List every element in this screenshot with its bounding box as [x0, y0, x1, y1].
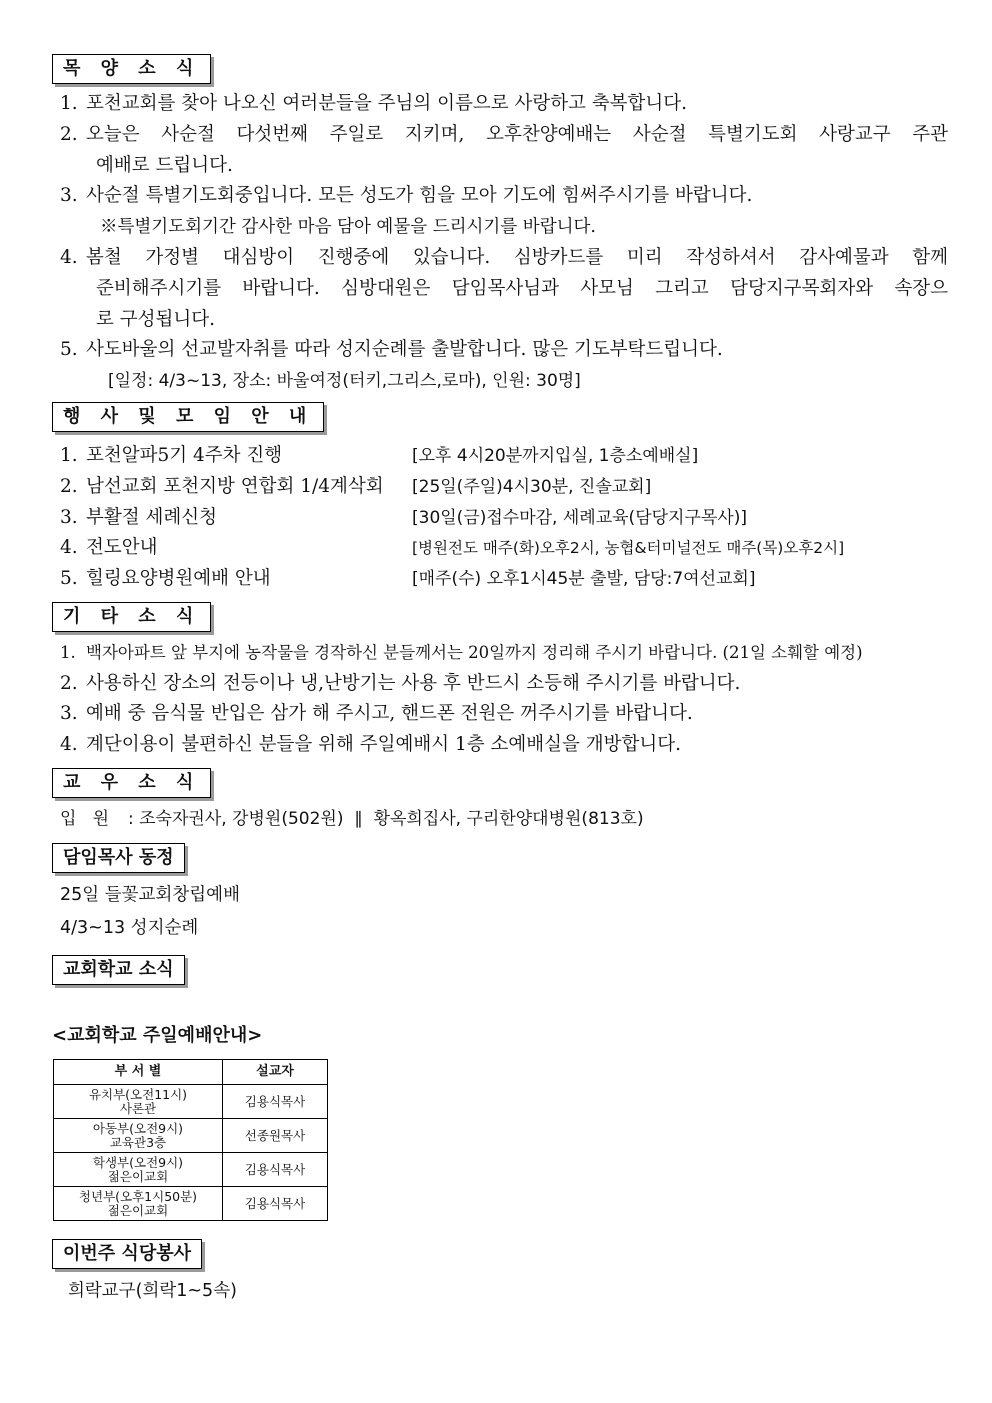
pastoral-item-4-line2: 준비해주시기를 바랍니다. 심방대원은 담임목사님과 사모님 그리고 담당지구목회자와 속장으: [96, 278, 948, 299]
table-header-row: [54, 1060, 328, 1085]
other-item-3: 3. 예배 중 음식물 반입은 삼가 해 주시고, 핸드폰 전원은 꺼주시기를 바랍니다.: [60, 703, 693, 724]
preacher-cell: 김용식목사: [223, 1187, 328, 1221]
pastoral-item-3: 3. 사순절 특별기도회중입니다. 모든 성도가 힘을 모아 기도에 힘써주시기를 바랍니다.: [60, 185, 753, 206]
dept-cell: 학생부(오전9시) 젊은이교회: [54, 1153, 223, 1187]
table-row: [54, 1187, 328, 1221]
dept-cell: 유치부(오전11시) 사론관: [54, 1085, 223, 1119]
member-news-label: 입 원: [60, 809, 110, 829]
section-header-pastor-schedule: 담임목사 동정: [52, 843, 185, 873]
preacher-cell: 김용식목사: [223, 1153, 328, 1187]
pastoral-item-5: 5. 사도바울의 선교발자취를 따라 성지순례를 출발합니다. 많은 기도부탁드립니다.: [60, 339, 723, 360]
table-row: [54, 1153, 328, 1187]
pastoral-item-2-line2: 예배로 드립니다.: [96, 155, 233, 176]
other-item-1: 1. 백자아파트 앞 부지에 농작물을 경작하신 분들께서는 20일까지 정리해 주시기 바랍니다. (21일 소훼할 예정): [60, 643, 863, 662]
event-item-1: 1. 포천알파5기 4주차 진행: [60, 445, 283, 466]
event-item-3: 3. 부활절 세례신청: [60, 507, 217, 528]
pastoral-item-3-note: ※특별기도회기간 감사한 마음 담아 예물을 드리시기를 바랍니다.: [100, 217, 596, 237]
event-item-2-detail: [25일(주일)4시30분, 진솔교회]: [412, 477, 652, 497]
pastoral-item-2-line1: 2. 오늘은 사순절 다섯번째 주일로 지키며, 오후찬양예배는 사순절 특별기도회 사랑교구 주관: [60, 124, 948, 145]
pastor-schedule-item-1: 25일 들꽃교회창립예배: [60, 885, 240, 905]
school-worship-subtitle: <교회학교 주일예배안내>: [52, 1025, 263, 1046]
section-header-other-news: 기 타 소 식: [52, 602, 211, 632]
table-header-preacher: 설교자: [223, 1060, 328, 1085]
event-item-1-detail: [오후 4시20분까지입실, 1층소예배실]: [412, 446, 699, 466]
preacher-cell: 선종원목사: [223, 1119, 328, 1153]
event-item-4-detail: [병원전도 매주(화)오후2시, 농협&터미널전도 매주(목)오후2시]: [412, 539, 845, 557]
section-header-member-news: 교 우 소 식: [52, 768, 211, 798]
section-header-events: 행 사 및 모 임 안 내: [52, 402, 324, 432]
pastoral-item-1: 1. 포천교회를 찾아 나오신 여러분들을 주님의 이름으로 사랑하고 축복합니다.: [60, 93, 688, 114]
pastoral-item-4-line3: 로 구성됩니다.: [96, 309, 215, 330]
kitchen-service-text: 희락교구(희락1~5속): [68, 1281, 237, 1301]
dept-cell: 아동부(오전9시) 교육관3층: [54, 1119, 223, 1153]
pastor-schedule-item-2: 4/3~13 성지순례: [60, 918, 199, 938]
table-header-dept: 부 서 별: [54, 1060, 223, 1085]
event-item-3-detail: [30일(금)접수마감, 세례교육(담당지구목사)]: [412, 508, 747, 528]
pastoral-item-5-note: [일정: 4/3~13, 장소: 바울여정(터키,그리스,로마), 인원: 30명]: [108, 371, 581, 391]
event-item-2: 2. 남선교회 포천지방 연합회 1/4계삭회: [60, 476, 384, 497]
section-header-school-news: 교회학교 소식: [52, 955, 185, 985]
event-item-5: 5. 힐링요양병원예배 안내: [60, 568, 271, 589]
table-row: [54, 1085, 328, 1119]
event-item-4: 4. 전도안내: [60, 537, 158, 558]
other-item-4: 4. 계단이용이 불편하신 분들을 위해 주일예배시 1층 소예배실을 개방합니다.: [60, 734, 681, 755]
dept-cell: 청년부(오후1시50분) 젊은이교회: [54, 1187, 223, 1221]
table-row: [54, 1119, 328, 1153]
pastoral-item-4-line1: 4. 봄철 가정별 대심방이 진행중에 있습니다. 심방카드를 미리 작성하셔서 감사예물과 함께: [60, 247, 948, 268]
member-news-text: : 조숙자권사, 강병원(502원) ∥ 황옥희집사, 구리한양대병원(813호): [128, 809, 644, 829]
event-item-5-detail: [매주(수) 오후1시45분 출발, 담당:7여선교회]: [412, 569, 756, 589]
other-item-2: 2. 사용하신 장소의 전등이나 냉,난방기는 사용 후 반드시 소등해 주시기를 바랍니다.: [60, 673, 741, 694]
school-worship-table: [53, 1059, 328, 1221]
section-header-kitchen-service: 이번주 식당봉사: [52, 1239, 202, 1269]
preacher-cell: 김용식목사: [223, 1085, 328, 1119]
section-header-pastoral-news: 목 양 소 식: [52, 54, 211, 84]
